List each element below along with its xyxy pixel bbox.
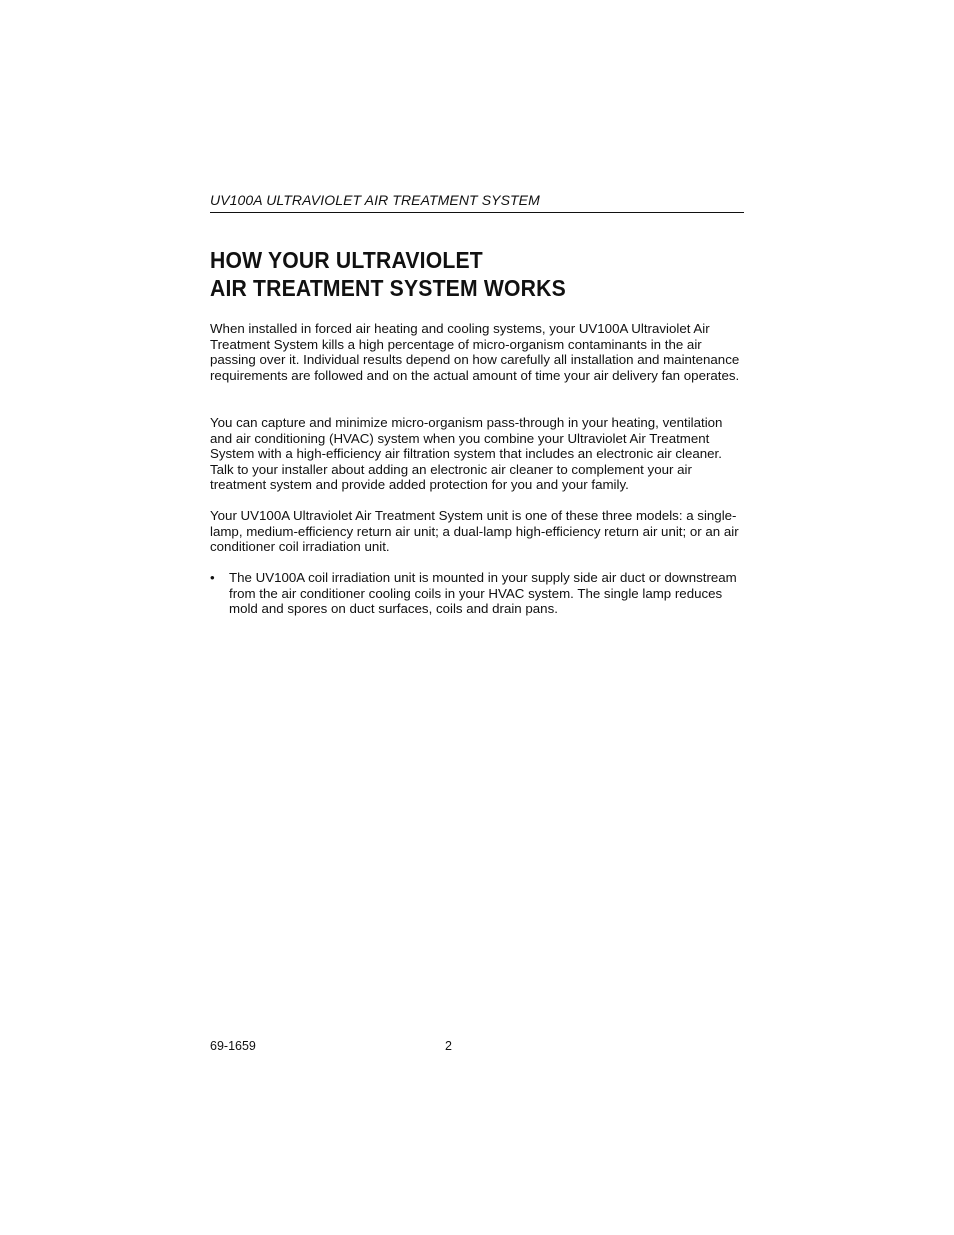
- section-title: [210, 246, 701, 302]
- footer-page-number: 2: [445, 1039, 452, 1053]
- models-bullet-list: [210, 570, 744, 617]
- footer-document-number: 69-1659: [210, 1039, 256, 1053]
- section-title-line-2: AIR TREATMENT SYSTEM WORKS: [210, 275, 566, 301]
- header-rule: [210, 212, 744, 213]
- section-title-line-1: HOW YOUR ULTRAVIOLET: [210, 247, 483, 273]
- paragraph-installation: When installed in forced air heating and cooling systems, your UV100A Ultraviolet Air Treatment System kills a high percentage of micro-organism contaminants in the air passing over it. Individual results depend on how carefully all installation and maintenance requirements are followed and on the actual amount of time your air delivery fan operates.: [210, 321, 740, 383]
- bullet-icon: •: [210, 570, 215, 585]
- paragraph-filtration: You can capture and minimize micro-organism pass-through in your heating, ventilation and air conditioning (HVAC) system when you combine your Ultraviolet Air Treatment System with a high-efficiency air filtration system that includes an electronic air cleaner. Talk to your installer about adding an electronic air cleaner to complement your air treatment system and provide added protection for you and your family.: [210, 415, 723, 493]
- list-item: [210, 570, 744, 617]
- running-header: UV100A ULTRAVIOLET AIR TREATMENT SYSTEM: [210, 192, 540, 208]
- paragraph-models: Your UV100A Ultraviolet Air Treatment System unit is one of these three models: a single-lamp, medium-efficiency return air unit; a dual-lamp high-efficiency return air unit; or an air conditioner coil irradiation unit.: [210, 508, 739, 555]
- bullet-text: The UV100A coil irradiation unit is mounted in your supply side air duct or downstream from the air conditioner cooling coils in your HVAC system. The single lamp reduces mold and spores on duct surfaces, coils and drain pans.: [229, 570, 737, 617]
